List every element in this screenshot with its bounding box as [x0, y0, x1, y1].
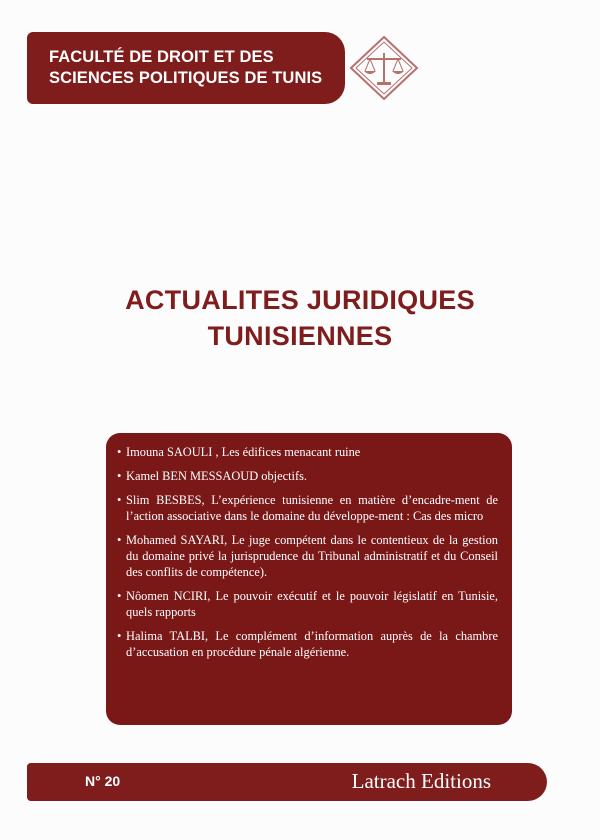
table-of-contents: [106, 433, 512, 725]
contents-item: [117, 588, 498, 620]
faculty-name-line-1: FACULTÉ DE DROIT ET DES: [49, 48, 274, 66]
contents-item-text: Nôomen NCIRI, Le pouvoir exécutif et le pouvoir législatif en Tunisie, quels rapports: [126, 589, 498, 619]
publisher-name: Latrach Editions: [351, 769, 491, 793]
contents-item: [117, 444, 498, 460]
faculty-name-line-2: SCIENCES POLITIQUES DE TUNIS: [49, 69, 323, 87]
contents-item: [117, 492, 498, 524]
contents-item-text: Mohamed SAYARI, Le juge compétent dans le contentieux de la gestion du domaine privé la jurisprudence du Tribunal administratif et du Conseil des conflits de compétence).: [126, 533, 498, 579]
faculty-banner: [27, 32, 345, 104]
contents-item-text: Halima TALBI, Le complément d’information auprès de la chambre d’accusation en procédure pénale algérienne.: [126, 629, 498, 659]
contents-item: [117, 628, 498, 660]
bullet-icon: •: [117, 493, 122, 507]
contents-item-text: Slim BESBES, L’expérience tunisienne en matière d’encadre-ment de l’action associative dans le domaine du développe-ment : Cas des micro: [126, 493, 498, 523]
contents-item: [117, 532, 498, 580]
journal-title-line-2: TUNISIENNES: [207, 321, 393, 351]
contents-item: [117, 468, 498, 484]
journal-title: [0, 282, 600, 354]
contents-item-text: Kamel BEN MESSAOUD objectifs.: [126, 469, 308, 483]
bullet-icon: •: [117, 629, 122, 643]
footer-band: [27, 763, 547, 801]
bullet-icon: •: [117, 445, 122, 459]
bullet-icon: •: [117, 589, 122, 603]
bullet-icon: •: [117, 533, 122, 547]
contents-item-text: Imouna SAOULI , Les édifices menacant ruine: [126, 445, 361, 459]
bullet-icon: •: [117, 469, 122, 483]
scales-of-justice-icon: [349, 35, 419, 101]
journal-title-line-1: ACTUALITES JURIDIQUES: [125, 285, 475, 315]
issue-number: N° 20: [85, 773, 121, 789]
